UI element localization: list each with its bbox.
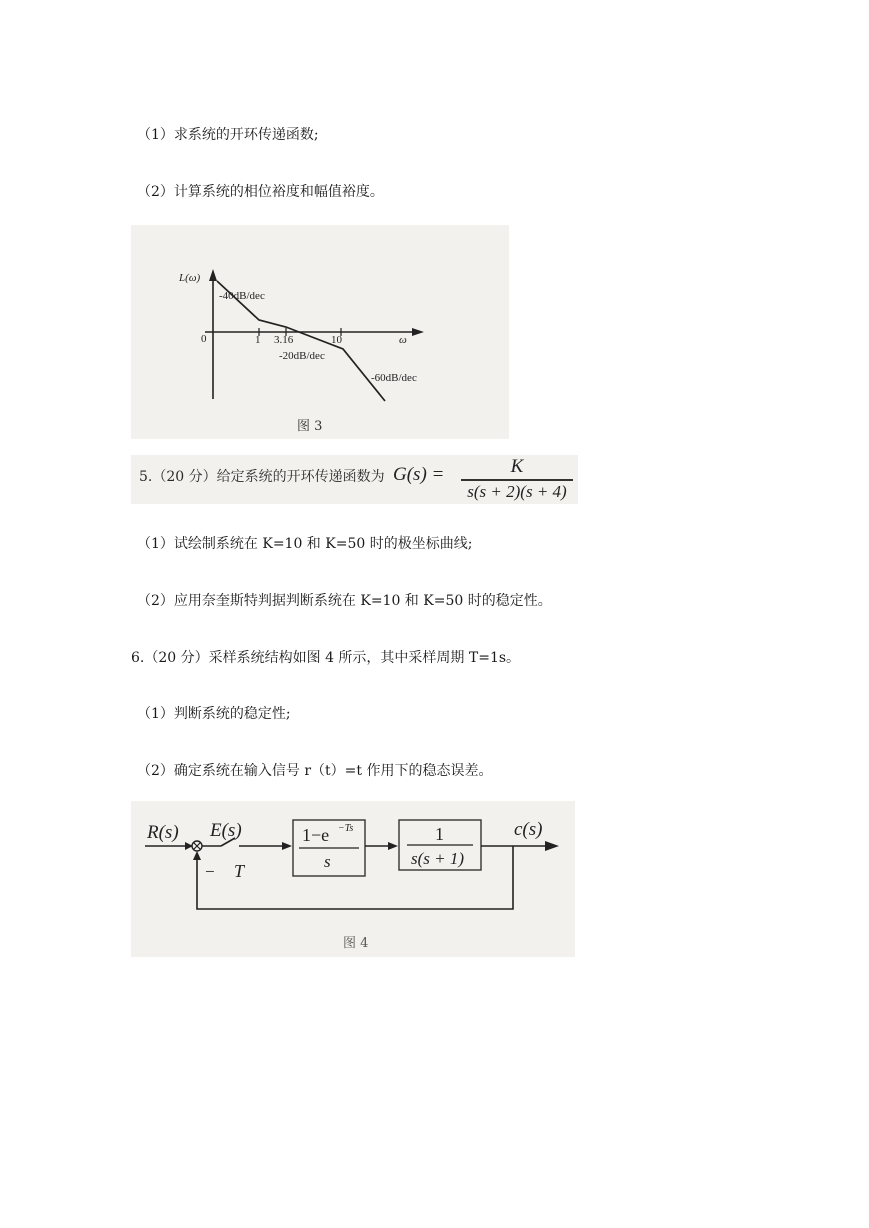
figure-4 [131, 801, 575, 957]
q5-item-2: （2）应用奈奎斯特判据判断系统在 K=10 和 K=50 时的稳定性。 [137, 593, 552, 609]
y-axis-label: L(ω) [179, 272, 201, 284]
bode-plot [131, 225, 509, 439]
slope-label-20: -20dB/dec [279, 350, 325, 362]
q5-equation [131, 455, 578, 504]
block-1-denominator: s [324, 852, 331, 871]
tick-label-1: 1 [255, 334, 261, 346]
q5-item-1: （1）试绘制系统在 K=10 和 K=50 时的极坐标曲线; [137, 536, 473, 552]
q6-title: 6.（20 分）采样系统结构如图 4 所示，其中采样周期 T=1s。 [131, 650, 521, 666]
tick-label-10: 10 [331, 334, 342, 346]
feedback-path [197, 846, 513, 909]
figure-3-caption: 图 3 [297, 419, 323, 434]
figure-4-caption: 图 4 [343, 936, 369, 951]
q6-item-1: （1）判断系统的稳定性; [137, 706, 291, 722]
block-diagram [131, 801, 575, 957]
sampler-label: T [234, 861, 245, 881]
slope-label-60: -60dB/dec [371, 372, 417, 384]
block-1-exponent: −Ts [338, 823, 354, 834]
minus-label: − [205, 862, 215, 881]
output-arrow-icon [545, 841, 559, 851]
x-axis-arrow-icon [412, 328, 424, 336]
q5-label: 5.（20 分）给定系统的开环传递函数为 [139, 469, 385, 485]
q5-lhs: G(s) = [393, 464, 445, 485]
q5-numerator: K [510, 456, 524, 477]
origin-label: 0 [201, 333, 207, 345]
block2-arrow-icon [388, 842, 398, 850]
block-2-numerator: 1 [435, 824, 444, 844]
error-label: E(s) [210, 820, 242, 841]
block-1-numerator: 1−e [302, 825, 330, 845]
q4-item-1: （1）求系统的开环传递函数; [137, 127, 319, 143]
figure-3 [131, 225, 509, 439]
tick-label-316: 3.16 [274, 334, 294, 346]
slope-label-40: -40dB/dec [219, 290, 265, 302]
fraction-bar [461, 479, 573, 481]
q6-item-2: （2）确定系统在输入信号 r（t）=t 作用下的稳态误差。 [137, 763, 493, 779]
y-axis-arrow-icon [209, 269, 217, 281]
x-axis-label: ω [399, 334, 407, 346]
feedback-arrow-icon [193, 851, 201, 860]
block-2-denominator: s(s + 1) [411, 849, 465, 868]
q4-item-2: （2）计算系统的相位裕度和幅值裕度。 [137, 184, 384, 200]
q5-denominator: s(s + 2)(s + 4) [467, 481, 567, 501]
block1-arrow-icon [282, 842, 292, 850]
input-label: R(s) [147, 822, 179, 843]
q5-fraction [461, 456, 573, 502]
output-label: c(s) [514, 819, 543, 840]
